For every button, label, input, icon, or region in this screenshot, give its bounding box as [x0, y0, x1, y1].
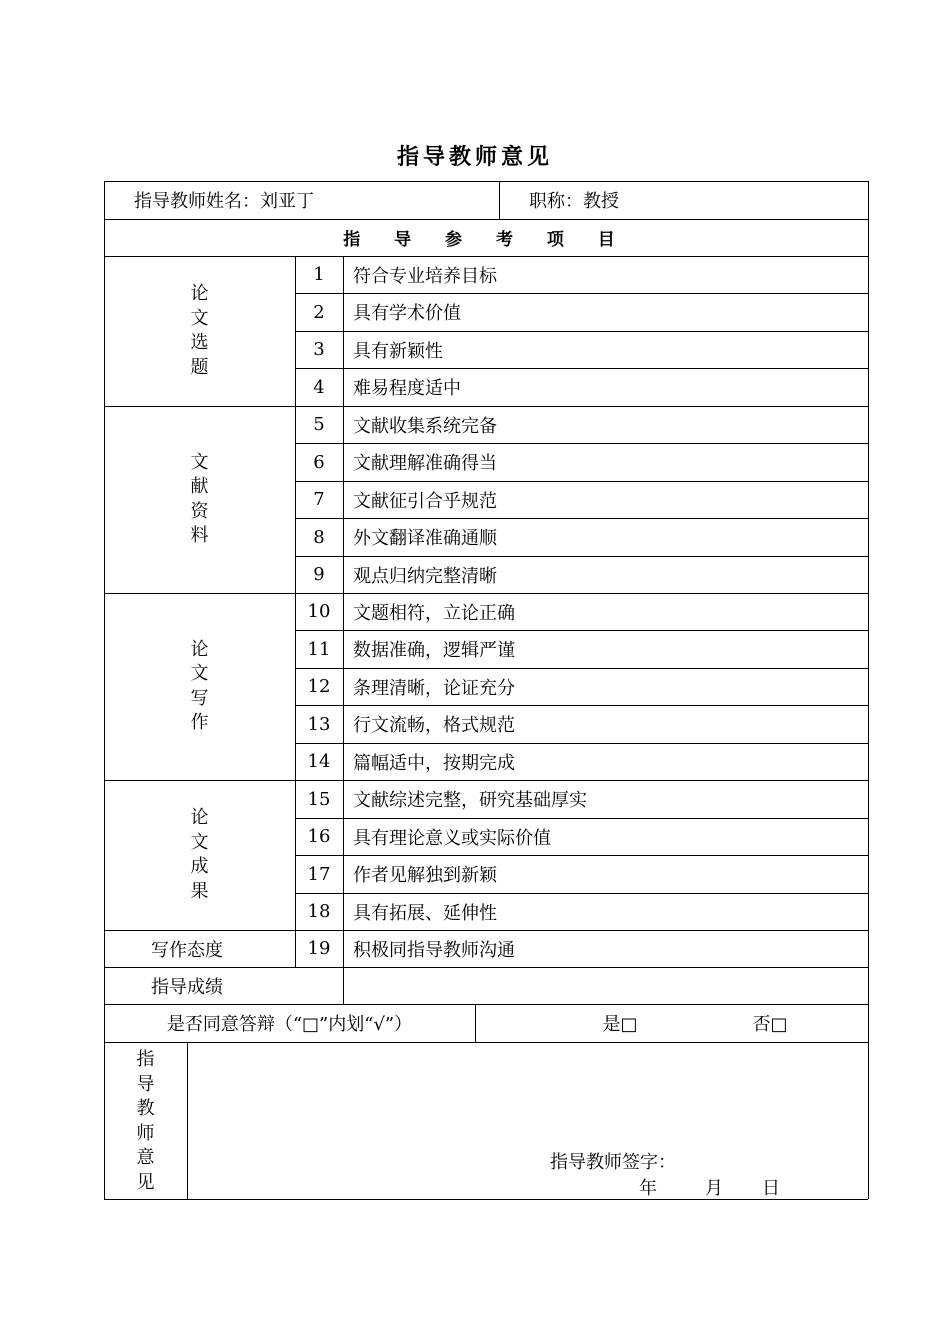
table-rule [343, 256, 344, 1004]
defense-question: 是否同意答辩（“□”内划“√”） [166, 1014, 413, 1035]
signature-label: 指导教师签字： [550, 1152, 676, 1173]
item-number: 13 [307, 713, 331, 735]
group-label-vertical [191, 451, 209, 549]
group-label-char: 文 [190, 663, 209, 684]
item-criterion: 条理清晰，论证充分 [353, 677, 515, 699]
table-rule [868, 181, 869, 1199]
item-number: 15 [307, 788, 331, 810]
item-criterion: 具有拓展、延伸性 [353, 902, 497, 924]
item-number: 11 [307, 638, 331, 660]
date-month: 月 [705, 1178, 723, 1199]
item-criterion: 文献综述完整，研究基础厚实 [353, 790, 587, 811]
teacher-name-field: 指导教师姓名：刘亚丁 [134, 191, 314, 212]
item-criterion: 数据准确，逻辑严谨 [353, 640, 515, 661]
item-number: 3 [313, 339, 325, 360]
item-criterion: 难易程度适中 [353, 378, 461, 399]
group-label [104, 593, 295, 780]
item-criterion: 行文流畅，格式规范 [353, 715, 515, 736]
table-rule [475, 1004, 476, 1042]
group-label-vertical [191, 806, 209, 904]
group-label [104, 780, 295, 930]
group-label-char: 文 [190, 307, 209, 329]
item-number: 7 [313, 489, 325, 510]
item-criterion: 作者见解独到新颖 [353, 865, 497, 886]
group-label-char: 料 [190, 525, 209, 546]
item-criterion: 具有新颖性 [353, 340, 443, 362]
item-criterion: 积极同指导教师沟通 [353, 939, 515, 961]
item-criterion: 符合专业培养目标 [353, 265, 497, 287]
opinion-label-char: 指 [136, 1049, 155, 1070]
group-label-char: 成 [190, 856, 209, 877]
group-label-char: 论 [190, 638, 209, 660]
opinion-label [104, 1042, 187, 1199]
group-label-char: 论 [190, 807, 209, 828]
group-label-vertical [191, 638, 209, 736]
item-number: 19 [307, 938, 331, 959]
table-rule [104, 1199, 868, 1200]
group-label-char: 文 [190, 451, 209, 473]
item-number: 18 [307, 901, 331, 922]
group-label-char: 题 [190, 356, 209, 378]
group-label-char: 选 [190, 332, 209, 353]
item-number: 14 [307, 751, 331, 772]
item-criterion: 具有学术价值 [353, 303, 461, 324]
group-label-char: 作 [190, 712, 209, 733]
opinion-label-char: 见 [136, 1171, 155, 1193]
grade-label: 指导成绩 [151, 976, 223, 998]
defense-option-no[interactable]: 否□ [752, 1014, 788, 1035]
grade-value[interactable] [343, 967, 868, 1004]
date-day: 日 [762, 1178, 780, 1199]
item-criterion: 具有理论意义或实际价值 [353, 827, 551, 849]
group-label-char: 文 [190, 831, 209, 853]
item-criterion: 外文翻译准确通顺 [353, 528, 497, 549]
table-rule [295, 256, 296, 967]
item-number: 4 [313, 376, 325, 398]
group-label [104, 406, 295, 593]
item-number: 10 [307, 601, 331, 622]
group-label-char: 果 [190, 880, 209, 902]
opinion-label-char: 教 [136, 1098, 155, 1119]
item-number: 9 [313, 564, 325, 585]
item-criterion: 观点归纳完整清晰 [353, 565, 497, 587]
group-label-char: 写 [190, 687, 209, 709]
group-label [104, 256, 295, 406]
item-number: 2 [313, 301, 325, 323]
item-number: 1 [313, 264, 325, 285]
item-number: 8 [313, 526, 325, 548]
opinion-label-vertical [137, 1048, 155, 1195]
date-year: 年 [639, 1178, 657, 1199]
group-label-char: 资 [190, 500, 209, 522]
group-label-vertical [191, 282, 209, 380]
group-label-char: 献 [190, 476, 209, 497]
item-criterion: 文献理解准确得当 [353, 453, 497, 474]
item-criterion: 篇幅适中，按期完成 [353, 752, 515, 774]
item-number: 17 [307, 863, 331, 885]
item-number: 5 [313, 414, 325, 435]
item-criterion: 文题相符，立论正确 [353, 602, 515, 624]
opinion-label-char: 意 [136, 1147, 155, 1168]
item-criterion: 文献收集系统完备 [353, 415, 497, 437]
group-label: 写作态度 [151, 939, 223, 961]
item-number: 16 [307, 826, 331, 847]
item-number: 12 [307, 676, 331, 697]
defense-option-yes[interactable]: 是□ [602, 1014, 638, 1035]
section-header: 指 导 参 考 项 目 [343, 230, 629, 250]
opinion-label-char: 导 [136, 1073, 155, 1095]
group-label-char: 论 [190, 283, 209, 304]
item-number: 6 [313, 451, 325, 473]
opinion-label-char: 师 [136, 1122, 155, 1144]
page-title: 指导教师意见 [396, 145, 553, 170]
teacher-title-field: 职称：教授 [529, 191, 619, 212]
item-criterion: 文献征引合乎规范 [353, 490, 497, 512]
